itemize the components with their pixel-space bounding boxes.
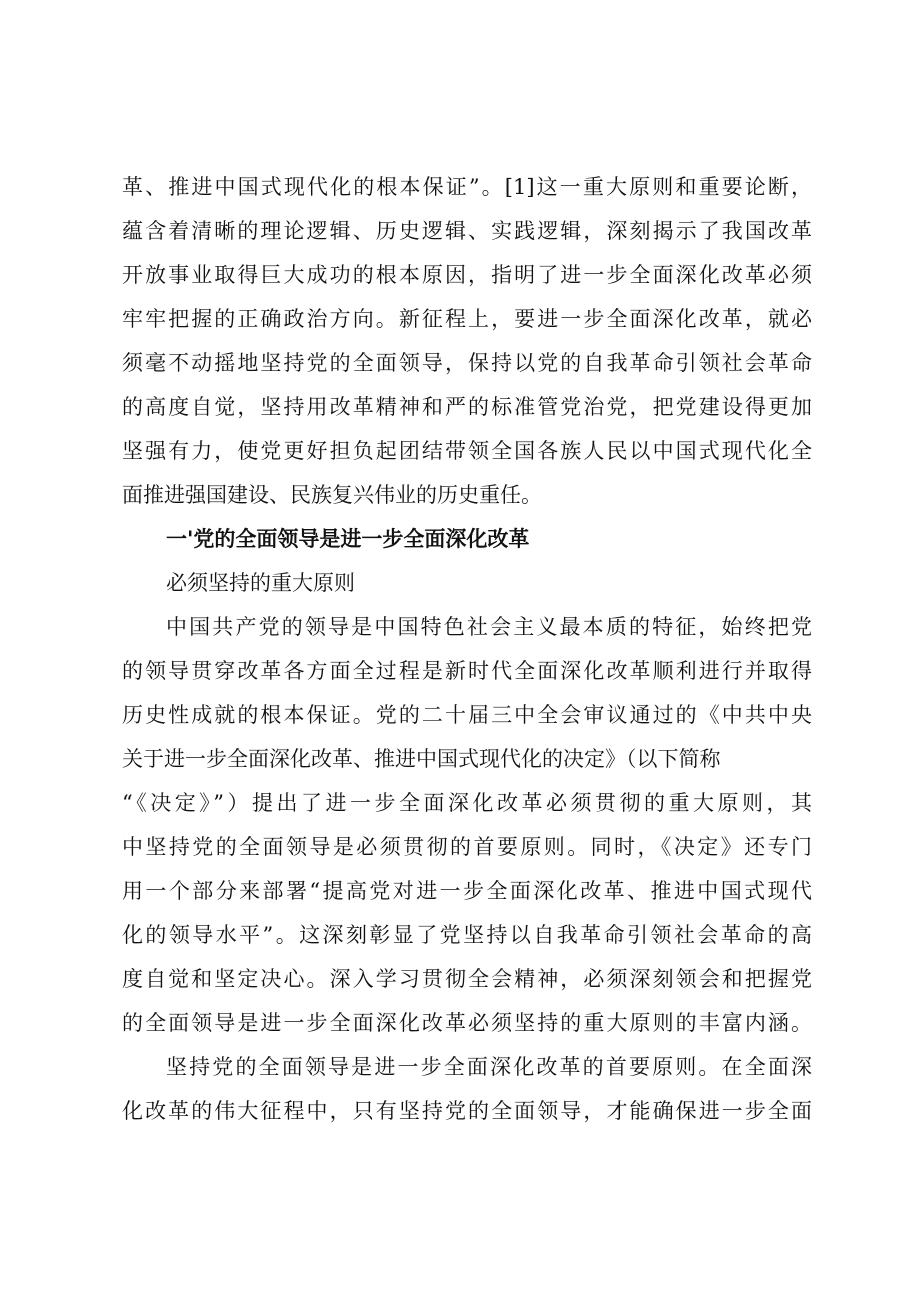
paragraph-line: 度自觉和坚定决心。深入学习贯彻全会精神，必须深刻领会和把握党 xyxy=(122,967,812,991)
paragraph-line: 中国共产党的领导是中国特色社会主义最本质的特征，始终把党 xyxy=(166,615,812,639)
paragraph-line: 面推进强国建设、民族复兴伟业的历史重任。 xyxy=(122,483,542,507)
paragraph-line: 开放事业取得巨大成功的根本原因，指明了进一步全面深化改革必须 xyxy=(122,263,812,287)
paragraph-line: 的高度自觉，坚持用改革精神和严的标准管党治党，把党建设得更加 xyxy=(122,395,812,419)
paragraph-line: 的全面领导是进一步全面深化改革必须坚持的重大原则的丰富内涵。 xyxy=(122,1011,812,1035)
paragraph-line: 关于进一步全面深化改革、推进中国式现代化的决定》（以下简称 xyxy=(122,747,721,771)
paragraph-line: 革、推进中国式现代化的根本保证”。[1]这一重大原则和重要论断， xyxy=(122,175,812,199)
section-heading-continued: 必须坚持的重大原则 xyxy=(166,571,355,595)
section-heading: 一'党的全面领导是进一步全面深化改革 xyxy=(166,527,530,551)
paragraph-line: 化的领导水平”。这深刻彰显了党坚持以自我革命引领社会革命的高 xyxy=(122,923,812,947)
paragraph-line: 化改革的伟大征程中，只有坚持党的全面领导，才能确保进一步全面 xyxy=(122,1099,812,1123)
paragraph-line: 中坚持党的全面领导是必须贯彻的首要原则。同时，《决定》还专门 xyxy=(122,835,812,859)
paragraph-line: 的领导贯穿改革各方面全过程是新时代全面深化改革顺利进行并取得 xyxy=(122,659,812,683)
paragraph-line: 历史性成就的根本保证。党的二十届三中全会审议通过的《中共中央 xyxy=(122,703,812,727)
paragraph-line: 坚持党的全面领导是进一步全面深化改革的首要原则。在全面深 xyxy=(166,1055,812,1079)
paragraph-line: “《决定》”）提出了进一步全面深化改革必须贯彻的重大原则，其 xyxy=(122,791,812,815)
paragraph-line: 须毫不动摇地坚持党的全面领导，保持以党的自我革命引领社会革命 xyxy=(122,351,812,375)
paragraph-line: 坚强有力，使党更好担负起团结带领全国各族人民以中国式现代化全 xyxy=(122,439,812,463)
paragraph-line: 蕴含着清晰的理论逻辑、历史逻辑、实践逻辑，深刻揭示了我国改革 xyxy=(122,219,812,243)
paragraph-line: 牢牢把握的正确政治方向。新征程上，要进一步全面深化改革，就必 xyxy=(122,307,812,331)
paragraph-line: 用一个部分来部署“提高党对进一步全面深化改革、推进中国式现代 xyxy=(122,879,812,903)
